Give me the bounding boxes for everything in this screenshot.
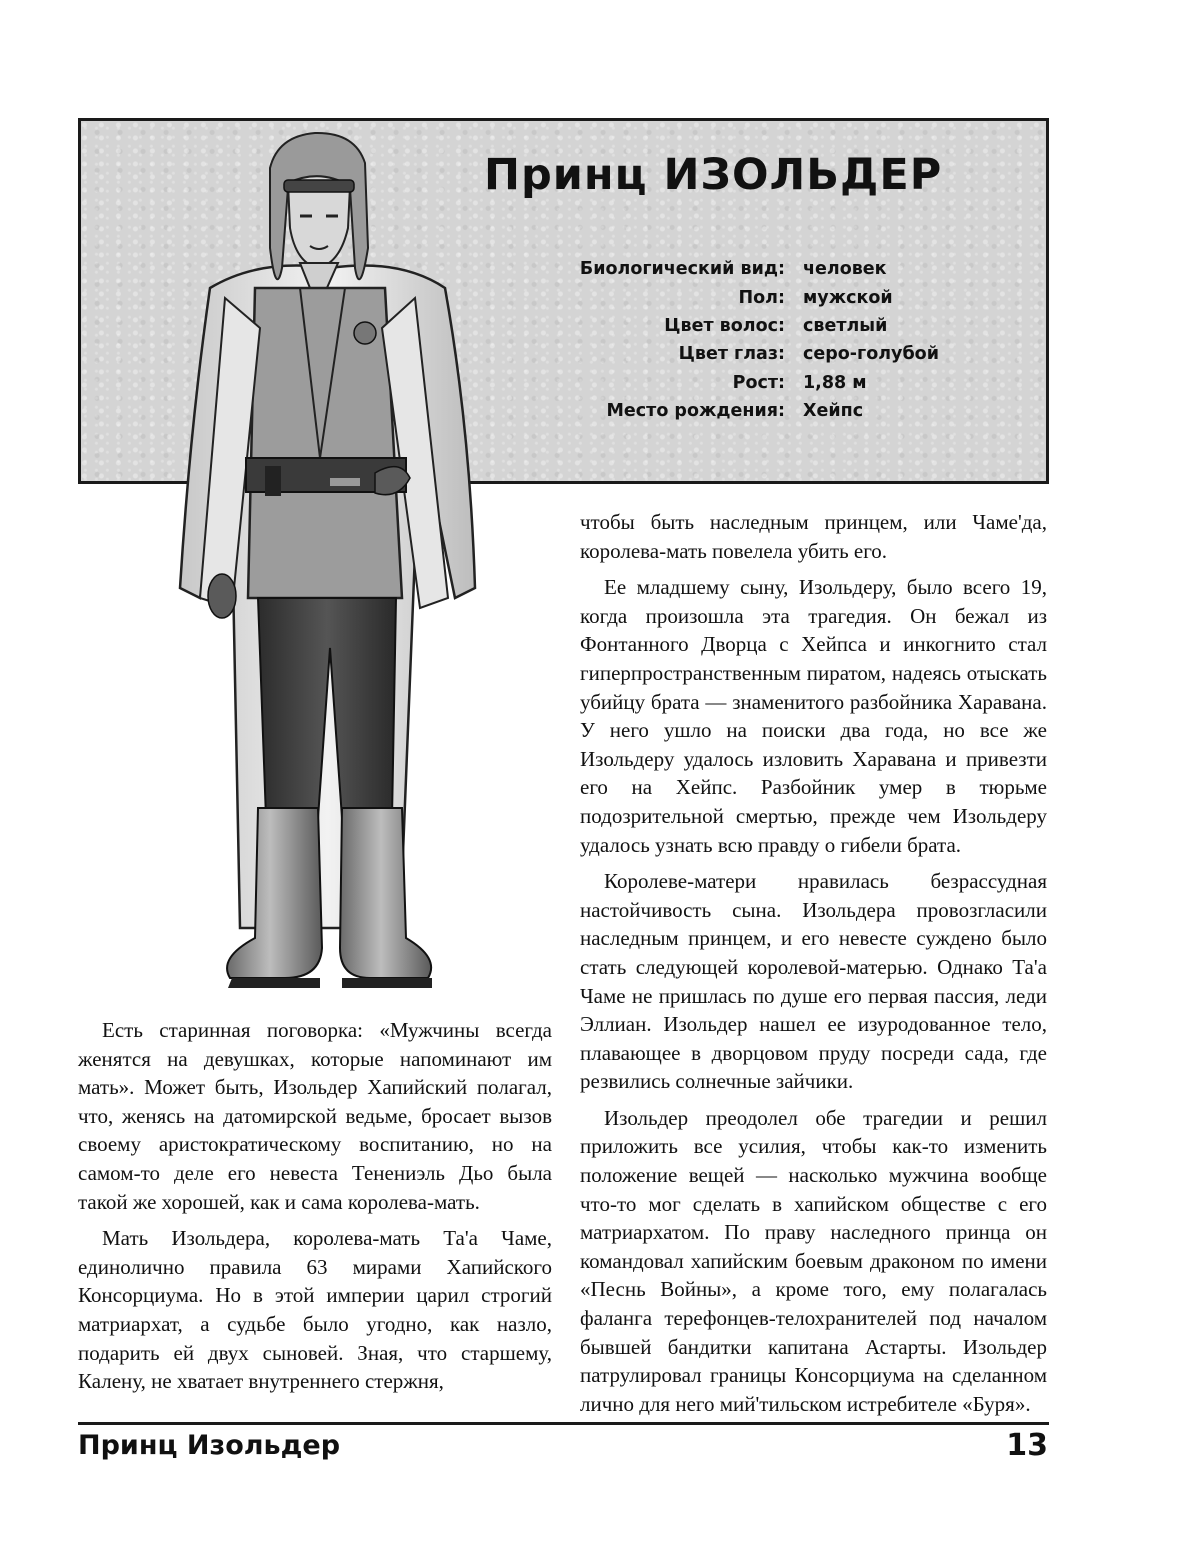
paragraph: чтобы быть наследным принцем, или Чаме'да, королева-мать повелела убить его. [580,510,1047,563]
stat-value: светлый [803,315,888,336]
stat-value: Хейпс [803,401,864,422]
paragraph: Ее младшему сыну, Изольдеру, было всего 19, когда произошла эта трагедия. Он бежал из Фонтанного Дворца с Хейпса и инкогнито стал гиперпространственным пиратом, надеясь отыскать убийцу брата — знаменитого разбойника Харавана. У него ушло на поиски два года, но все же Изольдеру удалось изловить Харавана и привезти его на Хейпс. Разбойник умер в тюрьме подозрительной смертью, прежде чем Изольдеру удалось узнать всю правду о гибели брата. [580,575,1047,857]
stat-row-hair [520,312,980,340]
stat-value: 1,88 м [803,372,867,393]
stat-row-height [520,369,980,397]
footer-title: Принц Изольдер [78,1430,341,1461]
stat-label: Пол: [738,287,785,308]
character-illustration [170,128,510,1000]
stat-label: Биологический вид: [579,259,785,280]
footer-divider [78,1422,1049,1425]
stat-row-species [520,255,980,283]
stat-label: Цвет волос: [664,315,785,336]
stat-value: мужской [803,287,893,308]
stat-label: Цвет глаз: [678,344,785,365]
page-number: 13 [1006,1428,1048,1463]
stat-row-sex [520,283,980,311]
paragraph: Изольдер преодолел обе трагедии и решил приложить все усилия, чтобы как-то изменить положение вещей — насколько мужчина вообще что-то мог сделать в хапийском обществе с его матриархатом. По праву наследного принца он командовал хапийским боевым драконом по имени «Песнь Войны», а кроме того, ему полагалась фаланга терефонцев-телохранителей под началом бывшей бандитки капитана Астарты. Изольдер патрулировал границы Консорциума на сделанном лично для него мий'тильском истребителе «Буря». [580,1105,1047,1416]
character-title: Принц ИЗОЛЬДЕР [484,150,943,200]
stat-row-birthplace [520,397,980,425]
paragraph: Королеве-матери нравилась безрассудная настойчивость сына. Изольдера провозгласили наследным принцем, и его невесте суждено было стать следующей королевой-матерью. Однако Та'а Чаме не пришлась по душе его первая пассия, леди Эллиан. Изольдер нашел ее изуродованное тело, плавающее в дворцовом пруду посреди сада, где резвились солнечные зайчики. [580,869,1047,1094]
stat-label: Место рождения: [606,401,785,422]
paragraph: Есть старинная поговорка: «Мужчины всегда женятся на девушках, которые напоминают им мать». Может быть, Изольдер Хапийский полагал, что, женясь на датомирской ведьме, бросает вызов своему аристократическому воспитанию, но на самом-то деле его невеста Тенениэль Дьо была такой же хорошей, как и сама королева-мать. [78,1018,552,1214]
stat-label: Рост: [732,372,785,393]
stat-value: человек [803,259,887,280]
text-column-left [78,1016,552,1396]
stat-value: серо-голубой [803,344,939,365]
character-stats [520,255,980,425]
paragraph: Мать Изольдера, королева-мать Та'а Чаме, единолично правила 63 мирами Хапийского Консорциума. Но в этой империи царил строгий матриархат, а судьбе было угодно, как назло, подарить ей двух сыновей. Зная, что старшему, Калену, не хватает внутреннего стержня, [78,1226,552,1394]
text-column-right [580,508,1047,1418]
stat-row-eyes [520,340,980,368]
